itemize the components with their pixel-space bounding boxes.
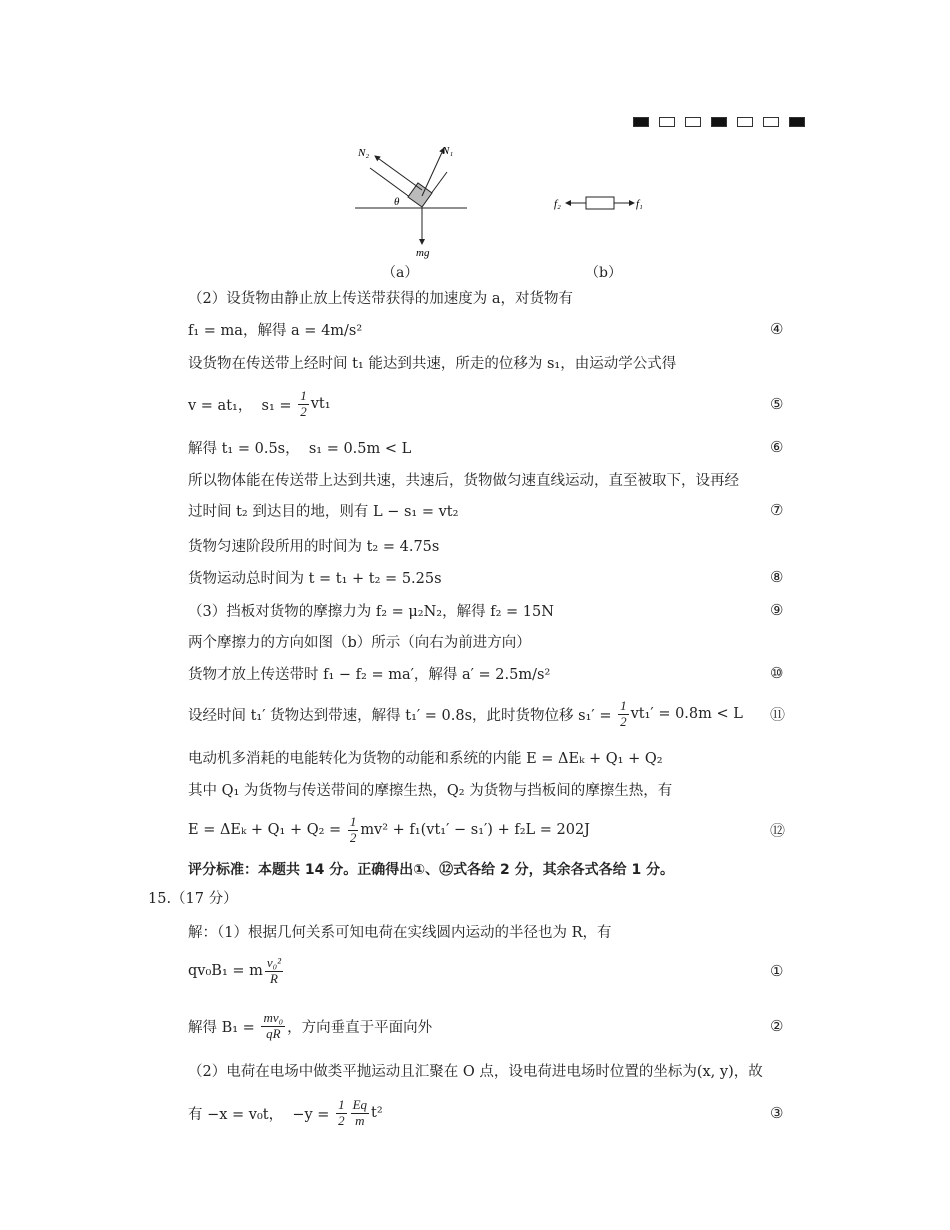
line-text: t² <box>371 1105 383 1121</box>
header-square-filled <box>789 117 805 127</box>
n1-arrow <box>422 148 444 196</box>
f1-label: f₁ <box>636 198 643 210</box>
figure-a <box>350 140 480 260</box>
theta-label: θ <box>394 196 400 208</box>
solution-line <box>188 464 739 494</box>
header-square-empty <box>763 117 779 127</box>
line-text: f₁ = ma，解得 a = 4m/s² <box>188 322 363 339</box>
fraction-numerator: 1 <box>338 1097 345 1113</box>
solution-line <box>188 626 531 656</box>
solution-line <box>188 1098 383 1128</box>
fraction <box>336 1098 347 1128</box>
fraction <box>261 1011 285 1041</box>
line-text: qv₀B₁ = m <box>188 963 263 979</box>
line-text: vt₁′ = 0.8m < L <box>630 706 743 722</box>
equation-number: ⑦ <box>770 501 784 519</box>
solution-line <box>188 742 663 772</box>
header-square-filled <box>711 117 727 127</box>
line-text: 货物运动总时间为 t = t₁ + t₂ = 5.25s <box>188 570 442 587</box>
figure-a-caption: （a） <box>382 265 419 281</box>
solution-line <box>188 916 612 946</box>
solution-line <box>188 815 590 845</box>
line-text: （2）设货物由静止放上传送带获得的加速度为 a，对货物有 <box>188 290 573 307</box>
line-text: 解得 t₁ = 0.5s， s₁ = 0.5m < L <box>188 440 412 457</box>
line-text: mv² + f₁(vt₁′ − s₁′) + f₂L = 202J <box>360 822 590 838</box>
line-text: 货物匀速阶段所用的时间为 t₂ = 4.75s <box>188 538 440 555</box>
equation-number: ⑪ <box>770 705 786 724</box>
mg-label: mg <box>416 247 430 259</box>
fraction <box>298 389 309 419</box>
fraction-numerator: 1 <box>349 814 357 830</box>
line-text: 解得 B₁ = <box>188 1019 260 1036</box>
n1-label: N₁ <box>442 145 454 157</box>
fraction-denominator: qR <box>266 1025 281 1041</box>
line-text: 15.（17 分） <box>148 890 238 907</box>
equation-number: ② <box>770 1017 784 1035</box>
solution-line <box>188 530 439 560</box>
solution-line <box>188 347 676 377</box>
fraction-denominator: 2 <box>338 1112 345 1128</box>
fraction-denominator: m <box>355 1112 365 1128</box>
fraction-numerator: 1 <box>300 388 307 404</box>
fraction-denominator: 2 <box>300 403 307 419</box>
equation-number: ⑥ <box>770 438 784 456</box>
line-text: （2）电荷在电场中做类平抛运动且汇聚在 O 点，设电荷进电场时位置的坐标为(x, y)，故 <box>188 1063 763 1080</box>
fraction-denominator: R <box>269 970 278 986</box>
solution-line <box>188 314 362 344</box>
line-text: 电动机多消耗的电能转化为货物的动能和系统的内能 E = ΔEₖ + Q₁ + Q₂ <box>188 750 663 767</box>
fraction-numerator: Eq <box>352 1097 368 1113</box>
solution-line <box>188 699 743 729</box>
line-text: 设经时间 t₁′ 货物达到带速，解得 t₁′ = 0.8s，此时货物位移 s₁′ = <box>188 707 617 724</box>
fraction-denominator: 2 <box>349 829 357 845</box>
line-text: 两个摩擦力的方向如图（b）所示（向右为前进方向） <box>188 634 531 651</box>
grading-note <box>188 854 674 884</box>
fraction <box>351 1098 369 1128</box>
equation-number: ④ <box>770 320 784 338</box>
equation-number: ⑩ <box>770 664 784 682</box>
line-text: 设货物在传送带上经时间 t₁ 能达到共速，所走的位移为 s₁，由运动学公式得 <box>188 355 677 372</box>
line-text: 货物才放上传送带时 f₁ − f₂ = ma′，解得 a′ = 2.5m/s² <box>188 666 551 683</box>
equation-number: ① <box>770 962 784 980</box>
equation-number: ⑧ <box>770 568 784 586</box>
n2-label: N₂ <box>358 147 370 159</box>
line-text: 所以物体能在传送带上达到共速，共速后，货物做匀速直线运动，直至被取下，设再经 <box>188 472 739 489</box>
fraction-numerator: mv₀ <box>263 1010 284 1026</box>
equation-number: ③ <box>770 1104 784 1122</box>
equation-number: ⑫ <box>770 821 786 840</box>
solution-line <box>188 432 411 462</box>
line-text: 过时间 t₂ 到达目的地，则有 L − s₁ = vt₂ <box>188 503 459 520</box>
line-text: ，方向垂直于平面向外 <box>287 1019 433 1036</box>
fraction <box>348 815 359 845</box>
n2-arrow <box>375 156 422 190</box>
solution-line <box>188 658 550 688</box>
line-text: 有 −x = v₀t， −y = <box>188 1106 335 1123</box>
solution-line <box>188 562 442 592</box>
solution-line <box>188 1055 763 1085</box>
line-text: vt₁ <box>310 396 331 412</box>
f2-label: f₂ <box>554 198 561 210</box>
fraction-numerator: 1 <box>620 698 627 714</box>
solution-line <box>188 495 458 525</box>
equation-number: ⑨ <box>770 601 784 619</box>
cargo-block <box>408 183 432 207</box>
solution-line <box>188 389 331 419</box>
cargo-box <box>586 197 614 209</box>
solution-line <box>188 774 672 804</box>
header-square-empty <box>685 117 701 127</box>
line-text: 其中 Q₁ 为货物与传送带间的摩擦生热，Q₂ 为货物与挡板间的摩擦生热，有 <box>188 782 673 799</box>
line-text: 评分标准：本题共 14 分。正确得出①、⑫式各给 2 分，其余各式各给 1 分。 <box>188 862 675 878</box>
fraction <box>618 699 629 729</box>
fraction-denominator: 2 <box>620 713 627 729</box>
header-squares <box>633 117 805 127</box>
equation-number: ⑤ <box>770 395 784 413</box>
fraction-numerator: v₀² <box>266 955 282 971</box>
solution-line <box>188 282 573 312</box>
figure-b-caption: （b） <box>585 265 622 281</box>
solution-line <box>188 1011 432 1041</box>
line-text: v = at₁， s₁ = <box>188 397 297 414</box>
solution-line <box>188 956 285 986</box>
solution-line <box>188 595 554 625</box>
fraction <box>265 956 283 986</box>
header-square-empty <box>659 117 675 127</box>
line-text: 解：（1）根据几何关系可知电荷在实线圆内运动的半径也为 R，有 <box>188 924 612 941</box>
header-square-filled <box>633 117 649 127</box>
header-square-empty <box>737 117 753 127</box>
line-text: （3）挡板对货物的摩擦力为 f₂ = μ₂N₂，解得 f₂ = 15N <box>188 603 554 620</box>
figure-b <box>552 190 652 216</box>
question-heading <box>148 882 238 912</box>
line-text: E = ΔEₖ + Q₁ + Q₂ = <box>188 822 346 838</box>
